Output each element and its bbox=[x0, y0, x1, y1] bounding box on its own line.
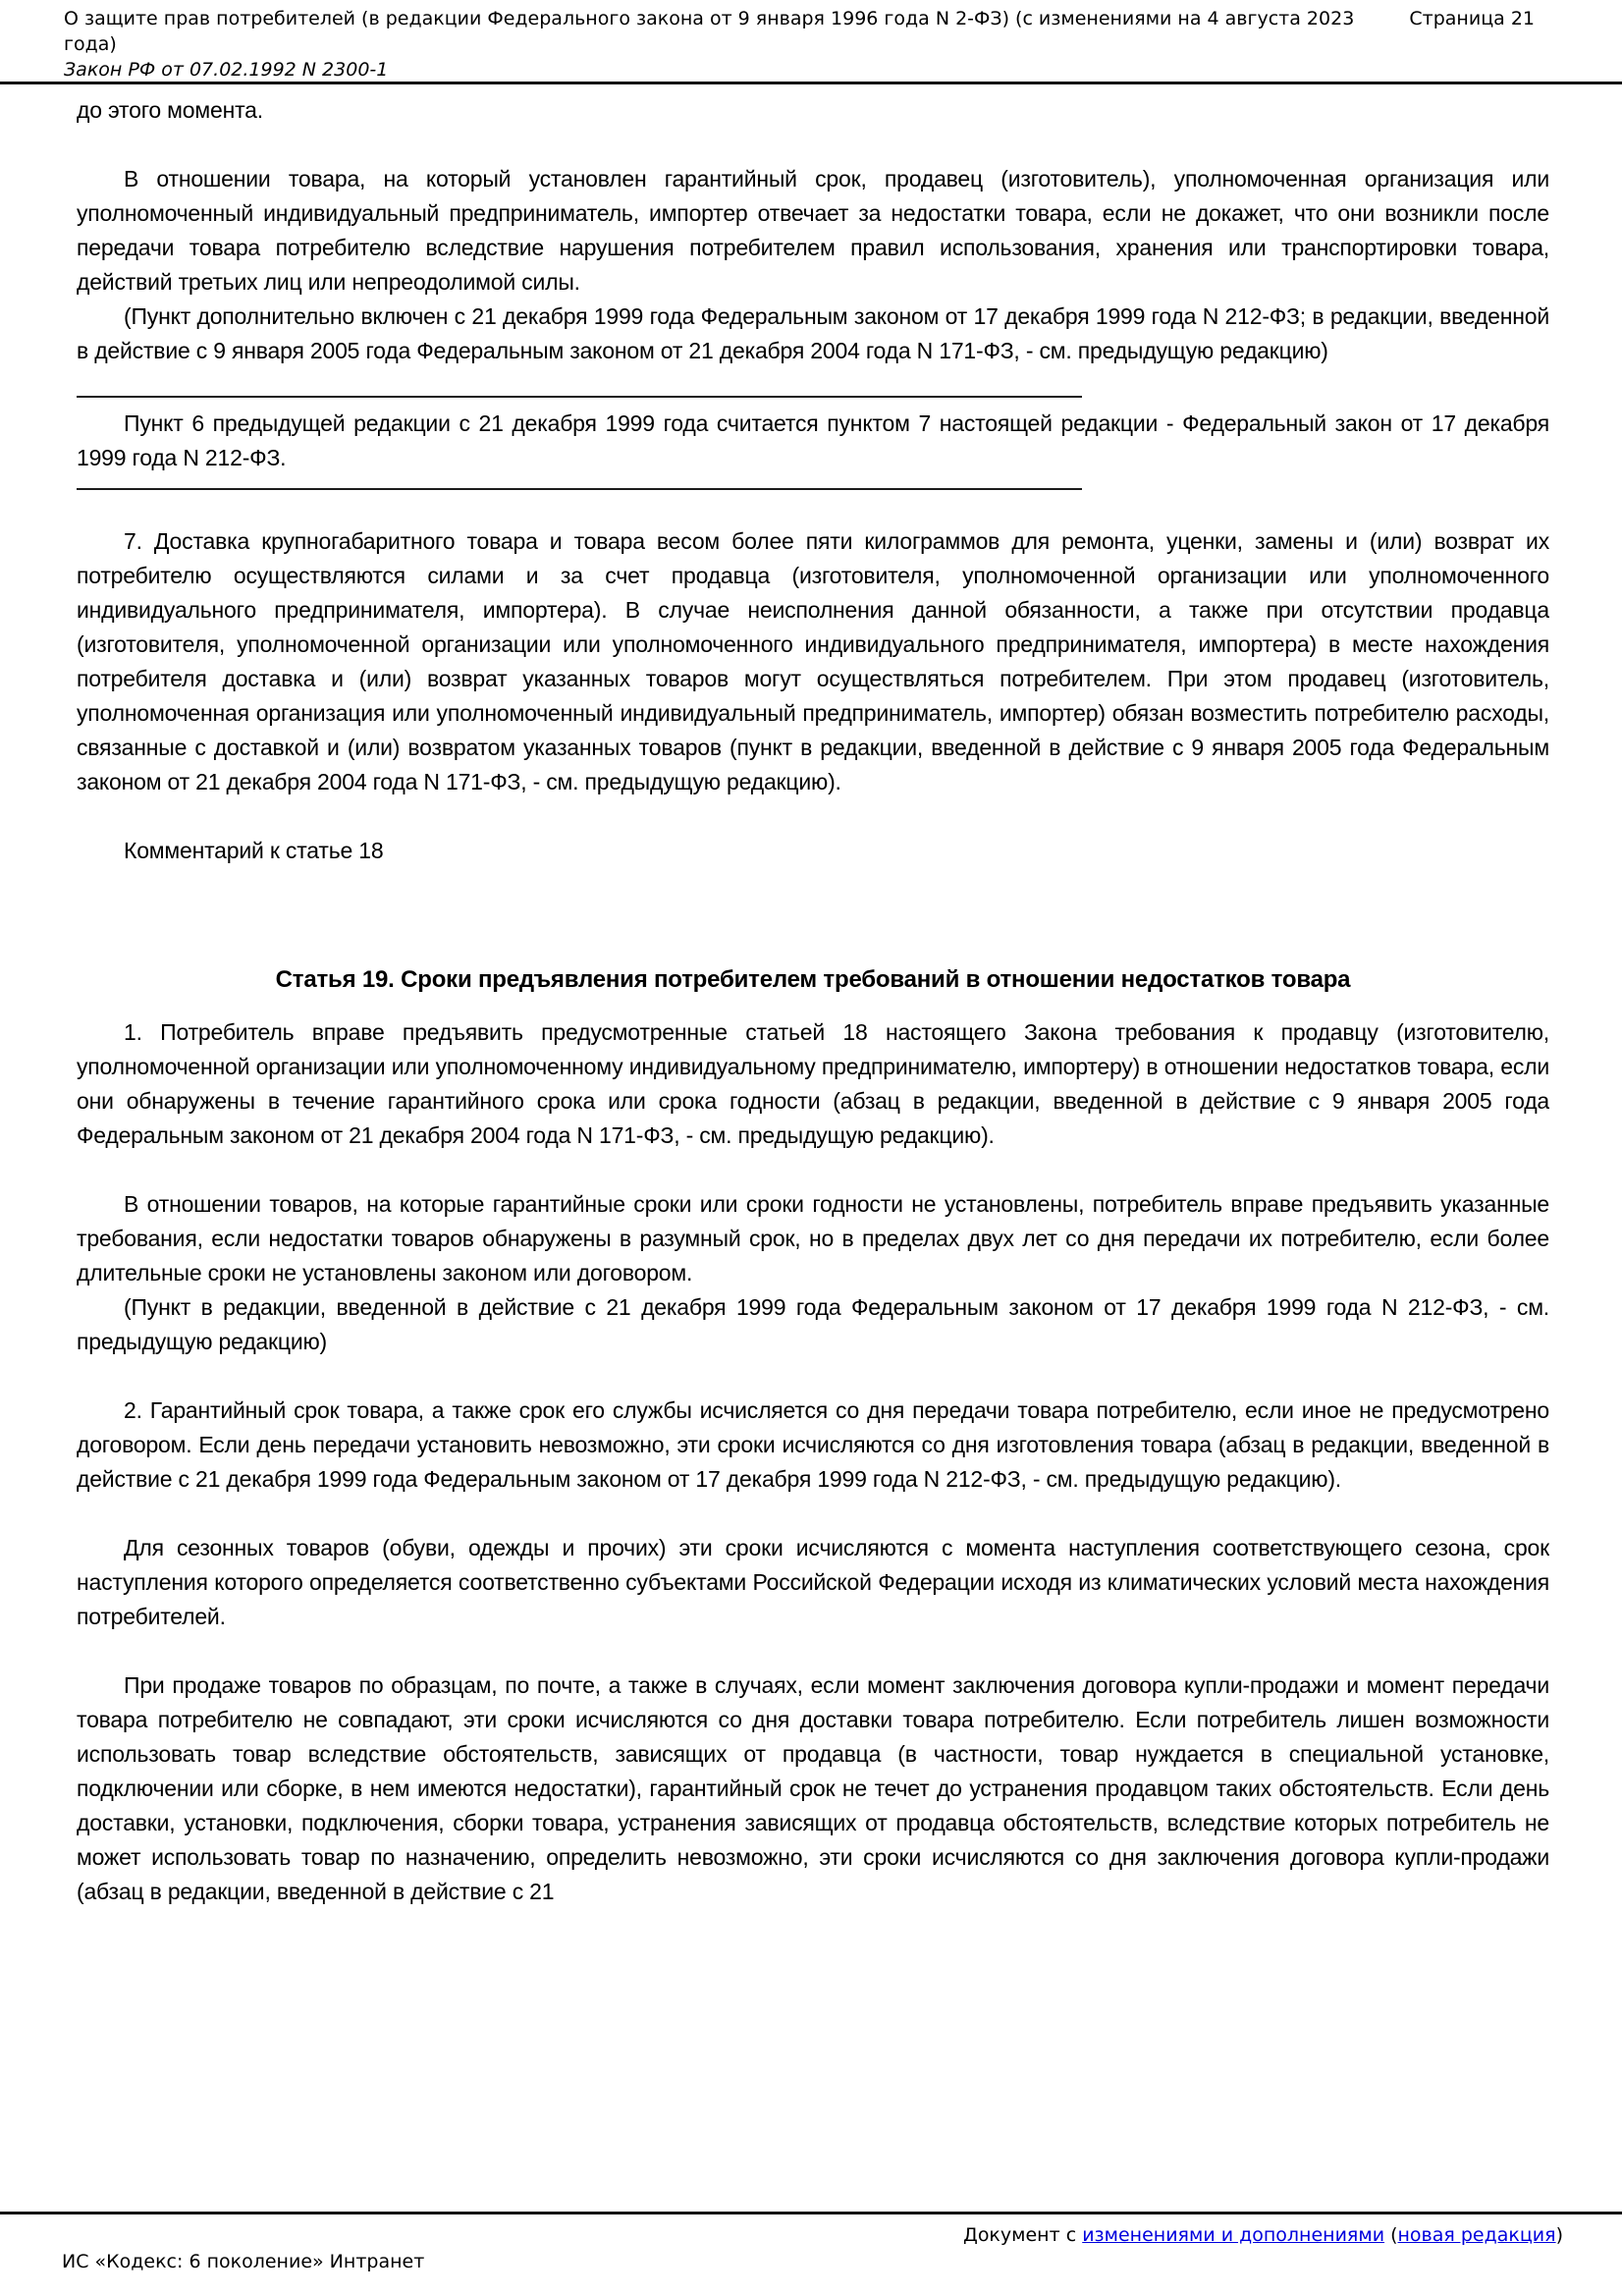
footer-divider bbox=[0, 2212, 1622, 2214]
body-paragraph: до этого момента. bbox=[77, 97, 263, 123]
new-edition-link[interactable]: новая редакция bbox=[1397, 2224, 1556, 2246]
body-paragraph: 7. Доставка крупногабаритного товара и товара весом более пяти килограммов для ремонта, уценки, замены и (или) возврат их потребителю осуществляются силами и за счет продавца (изготовителя, уполномоченной организации или уполномоченного индивидуального предпринимателя, импортера). В случае неисполнения данной обязанности, а также при отсутствии продавца (изготовителя, уполномоченной организации или уполномоченного индивидуального предпринимателя, импортера) в месте нахождения потребителя доставка и (или) возврат указанных товаров могут осуществляться потребителем. При этом продавец (изготовитель, уполномоченная организация или уполномоченный индивидуальный предприниматель, импортер) обязан возместить потребителю расходы, связанные с доставкой и (или) возвратом указанных товаров (пункт в редакции, введенной в действие с 9 января 2005 года Федеральным законом от 21 декабря 2004 года N 171-ФЗ, - см. предыдущую редакцию). bbox=[77, 528, 1549, 794]
body-paragraph: Комментарий к статье 18 bbox=[124, 838, 384, 863]
body-paragraph: В отношении товара, на который установлен гарантийный срок, продавец (изготовитель), уполномоченная организация или уполномоченный индивидуальный предприниматель, импортер отвечает за недостатки товара, если не докажет, что они возникли после передачи товара потребителю вследствие нарушения потребителем правил использования, хранения или транспортировки товара, действий третьих лиц или непреодолимой силы. bbox=[77, 166, 1549, 295]
note-paragraph: Пункт 6 предыдущей редакции с 21 декабря 1999 года считается пунктом 7 настоящей редакции - Федеральный закон от 17 декабря 1999 года N 212-ФЗ. bbox=[77, 410, 1549, 470]
page-footer bbox=[62, 2223, 1563, 2273]
body-paragraph: При продаже товаров по образцам, по почте, а также в случаях, если момент заключения договора купли-продажи и момент передачи товара потребителю не совпадают, эти сроки исчисляются со дня доставки товара потребителю. Если потребитель лишен возможности использовать товар вследствие обстоятельств, зависящих от продавца (в частности, товар нуждается в специальной установке, подключении или сборке, в нем имеются недостатки), гарантийный срок не течет до устранения продавцом таких обстоятельств. Если день доставки, установки, подключения, сборки товара, устранения зависящих от продавца обстоятельств, вследствие которых потребитель не может использовать товар по назначению, определить невозможно, эти сроки исчисляются со дня заключения договора купли-продажи (абзац в редакции, введенной в действие с 21 bbox=[77, 1672, 1549, 1904]
footer-paren-open: ( bbox=[1384, 2224, 1398, 2246]
footer-links-line bbox=[62, 2223, 1563, 2247]
document-body bbox=[77, 93, 1549, 2210]
body-paragraph: 2. Гарантийный срок товара, а также срок его службы исчисляется со дня передачи товара потребителю, если иное не предусмотрено договором. Если день передачи установить невозможно, эти сроки исчисляются со дня изготовления товара (абзац в редакции, введенной в действие с 21 декабря 1999 года Федеральным законом от 17 декабря 1999 года N 212-ФЗ, - см. предыдущую редакцию). bbox=[77, 1397, 1549, 1492]
system-name: ИС «Кодекс: 6 поколение» Интранет bbox=[62, 2251, 425, 2272]
header-divider bbox=[0, 82, 1622, 84]
footer-doc-prefix: Документ с bbox=[962, 2224, 1083, 2246]
body-paragraph: 1. Потребитель вправе предъявить предусмотренные статьей 18 настоящего Закона требования к продавцу (изготовителю, уполномоченной организации или уполномоченному индивидуальному предпринимателю, импортеру) в отношении недостатков товара, если они обнаружены в течение гарантийного срока или срока годности (абзац в редакции, введенной в действие с 9 января 2005 года Федеральным законом от 21 декабря 2004 года N 171-ФЗ, - см. предыдущую редакцию). bbox=[77, 1019, 1549, 1148]
footer-paren-close: ) bbox=[1555, 2224, 1563, 2246]
page-number: Страница 21 bbox=[1409, 8, 1535, 29]
body-paragraph: В отношении товаров, на которые гарантийные сроки или сроки годности не установлены, потребитель вправе предъявить указанные требования, если недостатки товаров обнаружены в разумный срок, но в пределах двух лет со дня передачи их потребителю, если более длительные сроки не установлены законом или договором. bbox=[77, 1191, 1549, 1285]
page-header bbox=[64, 6, 1558, 82]
document-reference: Закон РФ от 07.02.1992 N 2300-1 bbox=[64, 59, 389, 81]
section-heading: Статья 19. Сроки предъявления потребителем требований в отношении недостатков товара bbox=[275, 966, 1351, 993]
note-bottom-rule bbox=[77, 488, 1082, 490]
document-title: О защите прав потребителей (в редакции Федерального закона от 9 января 1996 года N 2-ФЗ) (с изменениями на 4 августа 2023 года) bbox=[64, 8, 1355, 55]
ruled-note bbox=[77, 396, 1549, 490]
body-paragraph: (Пункт в редакции, введенной в действие с 21 декабря 1999 года Федеральным законом от 17 декабря 1999 года N 212-ФЗ, - см. предыдущую редакцию) bbox=[77, 1294, 1549, 1354]
amendments-link[interactable]: изменениями и дополнениями bbox=[1082, 2224, 1385, 2246]
body-paragraph: (Пункт дополнительно включен с 21 декабря 1999 года Федеральным законом от 17 декабря 1999 года N 212-ФЗ; в редакции, введенной в действие с 9 января 2005 года Федеральным законом от 21 декабря 2004 года N 171-ФЗ, - см. предыдущую редакцию) bbox=[77, 303, 1549, 363]
body-paragraph: Для сезонных товаров (обуви, одежды и прочих) эти сроки исчисляются с момента наступления соответствующего сезона, срок наступления которого определяется соответственно субъектами Российской Федерации исходя из климатических условий места нахождения потребителей. bbox=[77, 1535, 1549, 1629]
